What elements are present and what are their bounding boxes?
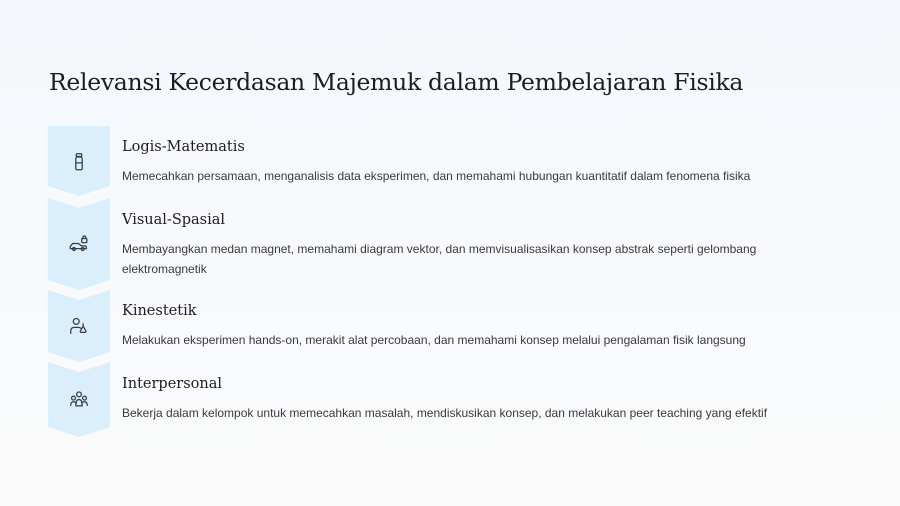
- item-title-interpersonal: Interpersonal: [122, 376, 222, 392]
- item-title-visual-spasial: Visual-Spasial: [122, 212, 226, 228]
- item-description-visual-spasial: Membayangkan medan magnet, memahami diagram vektor, dan memvisualisasikan konsep abstrak seperti gelombang elektromagnetik: [122, 242, 757, 276]
- page-title: Relevansi Kecerdasan Majemuk dalam Pembelajaran Fisika: [49, 68, 744, 96]
- car-lock-icon: [68, 233, 90, 255]
- item-title-logis-matematis: Logis-Matematis: [122, 139, 245, 155]
- item-description-logis-matematis: Memecahkan persamaan, menganalisis data eksperimen, dan memahami hubungan kuantitatif dalam fenomena fisika: [122, 169, 751, 183]
- item-description-interpersonal: Bekerja dalam kelompok untuk memecahkan masalah, mendiskusikan konsep, dan melakukan peer teaching yang efektif: [122, 406, 768, 420]
- group-icon: [68, 388, 90, 410]
- item-description-kinestetik: Melakukan eksperimen hands-on, merakit alat percobaan, dan memahami konsep melalui pengalaman fisik langsung: [122, 333, 746, 347]
- item-title-kinestetik: Kinestetik: [122, 303, 197, 319]
- bottle-icon: [68, 151, 90, 173]
- person-hands-on-icon: [68, 315, 90, 337]
